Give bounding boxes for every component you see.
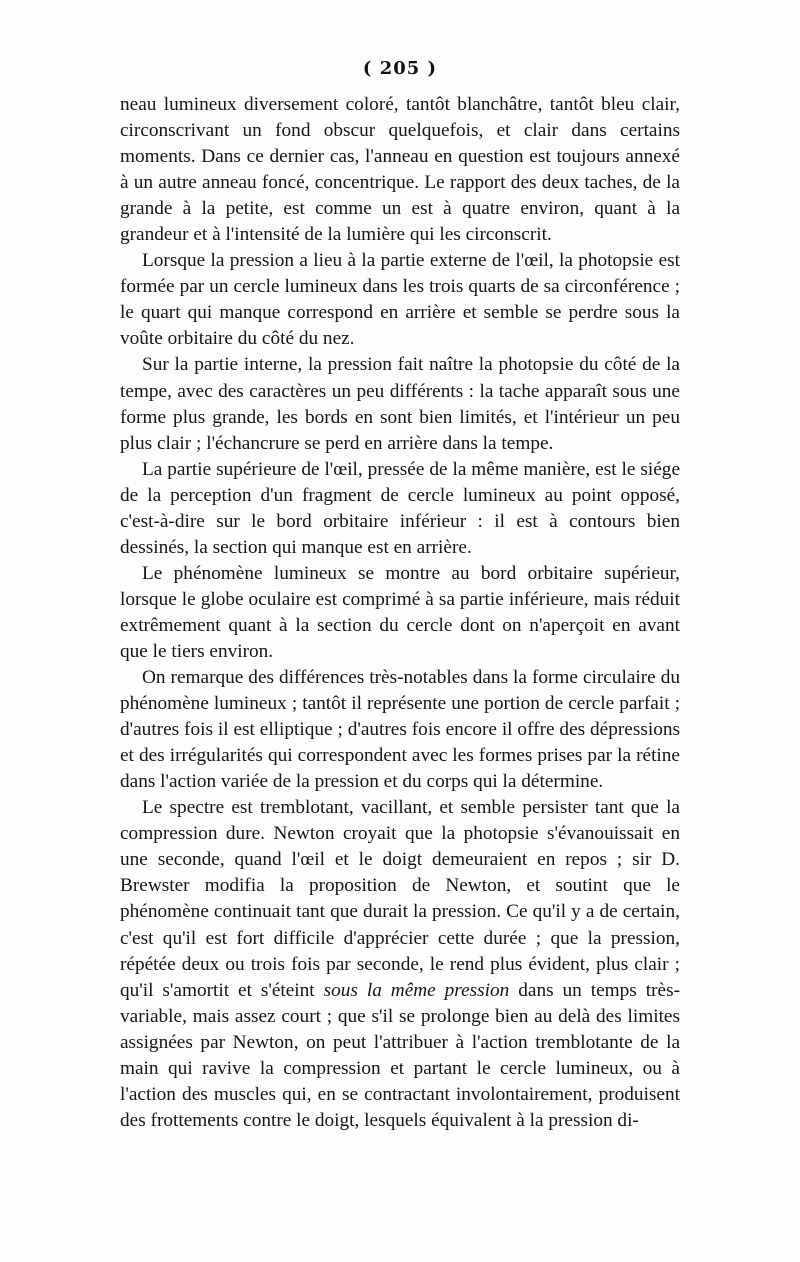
paragraph-text: neau lumineux diversement coloré, tantôt blanchâtre, tantôt bleu clair, circonscrivant un fond obscur quelquefois, et clair dans certains moments. Dans ce dernier cas, l'anneau en question est toujours annexé à un autre anneau foncé, concentrique. Le rapport des deux taches, de la grande à la petite, est comme un est à quatre environ, quant à la grandeur et à l'intensité de la lumière qui les circonscrit. (120, 94, 680, 246)
paragraph-text: Le spectre est tremblotant, vacillant, et semble persister tant que la compression dure. Newton croyait que la photopsie s'évanouissait en une seconde, quand l'œil et le doigt demeuraient en repos ; sir D. Brewster modifia la proposition de Newton, et soutint que le phénomène continuait tant que durait la pression. Ce qu'il y a de certain, c'est qu'il est fort difficile d'apprécier cette durée ; que la pression, répétée deux ou trois fois par seconde, le rend plus évident, plus clair ; qu'il s'amortit et s'éteint (120, 797, 680, 1001)
paragraph-text: Le phénomène lumineux se montre au bord orbitaire supérieur, lorsque le globe oculaire est comprimé à sa partie inférieure, mais réduit extrêmement quant à la section du cercle dont on n'aperçoit en avant que le tiers environ. (120, 562, 680, 662)
paragraph-2 (120, 248, 680, 352)
paragraph-text: On remarque des différences très-notables dans la forme circulaire du phénomène lumineux ; tantôt il représente une portion de cercle parfait ; d'autres fois il est elliptique ; d'autres fois encore il offre des dépressions et des irrégularités qui correspondent avec les formes prises par la rétine dans l'action variée de la pression et du corps qui la détermine. (120, 667, 680, 793)
body-text (120, 92, 680, 1134)
paragraph-text: Sur la partie interne, la pression fait naître la photopsie du côté de la tempe, avec des caractères un peu différents : la tache apparaît sous une forme plus grande, les bords en sont bien limités, et l'intérieur un peu plus clair ; l'échancrure se perd en arrière dans la tempe. (120, 354, 680, 454)
paragraph-5 (120, 561, 680, 665)
paragraph-1 (120, 92, 680, 248)
page-number: ( 205 ) (362, 58, 438, 79)
paragraph-3 (120, 352, 680, 456)
italic-emphasis: sous la même pression (323, 979, 510, 1001)
paragraph-text: dans un temps très-variable, mais assez court ; que s'il se prolonge bien au delà des limites assignées par Newton, on peut l'attribuer à l'action tremblotante de la main qui ravive la compression et partant le cercle lumineux, ou à l'action des muscles qui, en se contractant involontairement, produisent des frottements contre le doigt, lesquels équivalent à la pression di- (120, 979, 681, 1131)
paragraph-7 (120, 795, 680, 1134)
paragraph-text: La partie supérieure de l'œil, pressée de la même manière, est le siége de la perception d'un fragment de cercle lumineux au point opposé, c'est-à-dire sur le bord orbitaire inférieur : il est à contours bien dessinés, la section qui manque est en arrière. (120, 458, 680, 558)
paragraph-4 (120, 457, 680, 561)
paragraph-6 (120, 665, 680, 795)
paragraph-text: Lorsque la pression a lieu à la partie externe de l'œil, la photopsie est formée par un cercle lumineux dans les trois quarts de sa circonférence ; le quart qui manque correspond en arrière et semble se perdre sous la voûte orbitaire du côté du nez. (120, 250, 680, 350)
